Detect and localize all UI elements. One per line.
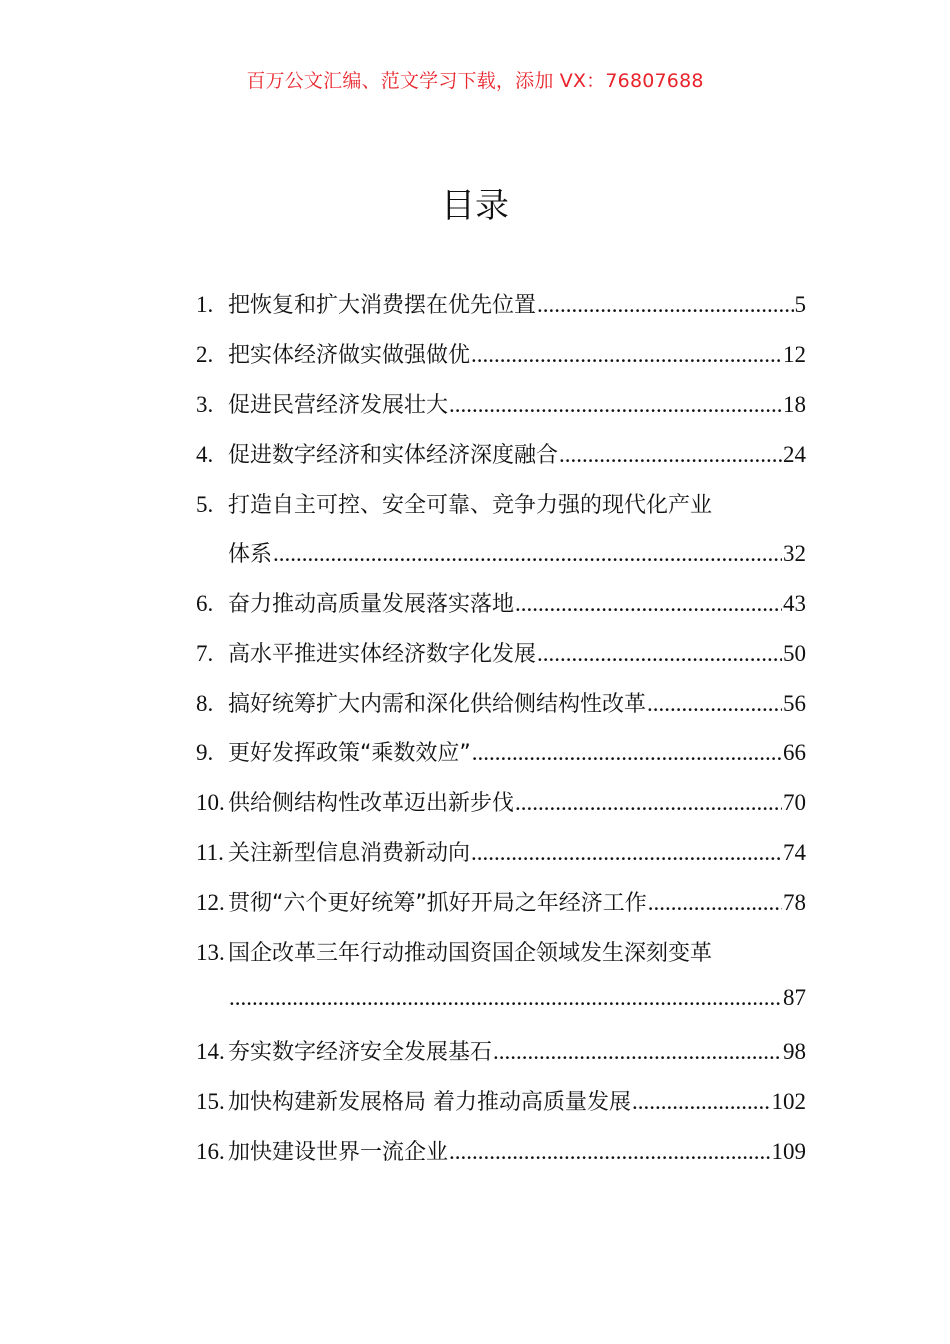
toc-entry-page: 102 (771, 1089, 806, 1114)
toc-entry-page: 70 (783, 790, 806, 815)
toc-dot-leader (471, 342, 782, 368)
toc-entry-number: 3. (196, 392, 214, 417)
toc-entry-page: 109 (771, 1139, 806, 1164)
toc-entry[interactable] (196, 338, 806, 370)
toc-entry-page: 74 (783, 840, 806, 865)
toc-entry-number: 5. (196, 492, 214, 517)
toc-dot-leader (449, 392, 782, 418)
toc-entry-title: 高水平推进实体经济数字化发展 (228, 642, 537, 667)
toc-entry-number: 4. (196, 442, 214, 467)
toc-entry[interactable] (196, 488, 806, 520)
toc-entry-title: 国企改革三年行动推动国资国企领域发生深刻变革 (228, 941, 713, 966)
toc-entry[interactable] (196, 1135, 806, 1167)
toc-entry-number: 12. (196, 890, 225, 915)
toc-entry-title: 供给侧结构性改革迈出新步伐 (228, 791, 515, 816)
toc-entry-page: 32 (783, 541, 806, 566)
toc-entry-page: 5 (794, 292, 806, 317)
toc-entry[interactable] (196, 1035, 806, 1067)
toc-dot-leader (537, 641, 782, 667)
toc-dot-leader (559, 442, 782, 468)
toc-entry-number: 16. (196, 1139, 225, 1164)
toc-entry[interactable] (196, 637, 806, 669)
toc-dot-leader (449, 1139, 770, 1165)
toc-entry-title: 打造自主可控、安全可靠、竞争力强的现代化产业 (228, 493, 713, 518)
toc-entry-number: 9. (196, 740, 214, 765)
toc-entry-page: 24 (783, 442, 806, 467)
toc-entry-page: 66 (783, 740, 806, 765)
toc-entry[interactable] (196, 836, 806, 868)
toc-entry-number: 10. (196, 790, 225, 815)
toc-entry-title: 夯实数字经济安全发展基石 (228, 1040, 493, 1065)
toc-dot-leader (648, 890, 782, 916)
toc-entry-title-cont: 体系 (228, 542, 273, 567)
toc-entry-title: 加快构建新发展格局 着力推动高质量发展 (228, 1090, 631, 1115)
toc-entry-number: 11. (196, 840, 224, 865)
toc-entry[interactable] (196, 786, 806, 818)
toc-entry-number: 7. (196, 641, 214, 666)
toc-entry-page: 43 (783, 591, 806, 616)
toc-dot-leader (515, 790, 782, 816)
toc-dot-leader (632, 1089, 771, 1115)
toc-entry-number: 15. (196, 1089, 225, 1114)
toc-entry[interactable] (196, 936, 806, 968)
toc-dot-leader (537, 292, 793, 318)
toc-entry-continuation[interactable] (196, 537, 806, 569)
toc-entry[interactable] (196, 288, 806, 320)
toc-entry[interactable] (196, 736, 806, 768)
toc-entry[interactable] (196, 438, 806, 470)
toc-entry-title: 搞好统筹扩大内需和深化供给侧结构性改革 (228, 692, 647, 717)
toc-entry-number: 13. (196, 940, 225, 965)
toc-entry-title: 促进民营经济发展壮大 (228, 393, 449, 418)
toc-entry-page: 56 (783, 691, 806, 716)
toc-entry[interactable] (196, 1085, 806, 1117)
toc-entry-number: 1. (196, 292, 214, 317)
toc-entry-title: 更好发挥政策“乘数效应” (228, 741, 471, 766)
toc-entry[interactable] (196, 886, 806, 918)
toc-entry-page: 18 (783, 392, 806, 417)
toc-entry-title: 加快建设世界一流企业 (228, 1140, 449, 1165)
toc-entry-page: 12 (783, 342, 806, 367)
toc-entry-title: 贯彻“六个更好统筹”抓好开局之年经济工作 (228, 891, 647, 916)
toc-entry-number: 8. (196, 691, 214, 716)
toc-dot-leader (229, 985, 782, 1011)
toc-entry-continuation[interactable] (196, 985, 806, 1017)
toc-entry-number: 6. (196, 591, 214, 616)
toc-entry[interactable] (196, 388, 806, 420)
toc-dot-leader (472, 740, 782, 766)
toc-entry-page: 87 (783, 985, 806, 1010)
toc-entry-number: 2. (196, 342, 214, 367)
toc-entry-title: 把实体经济做实做强做优 (228, 343, 471, 368)
toc-dot-leader (273, 541, 782, 567)
toc-dot-leader (515, 591, 782, 617)
toc-entry-number: 14. (196, 1039, 225, 1064)
toc-entry-title: 促进数字经济和实体经济深度融合 (228, 443, 559, 468)
toc-entry-title: 关注新型信息消费新动向 (228, 841, 471, 866)
toc-dot-leader (493, 1039, 782, 1065)
toc-entry-title: 把恢复和扩大消费摆在优先位置 (228, 293, 537, 318)
toc-entry[interactable] (196, 587, 806, 619)
toc-entry-title: 奋力推动高质量发展落实落地 (228, 592, 515, 617)
toc-entry[interactable] (196, 687, 806, 719)
toc-entry-page: 78 (783, 890, 806, 915)
header-note: 百万公文汇编、范文学习下载，添加 VX：76807688 (246, 70, 704, 92)
toc-entry-page: 50 (783, 641, 806, 666)
toc-dot-leader (471, 840, 782, 866)
toc-entry-page: 98 (783, 1039, 806, 1064)
toc-dot-leader (647, 691, 782, 717)
toc-title: 目录 (441, 186, 509, 226)
